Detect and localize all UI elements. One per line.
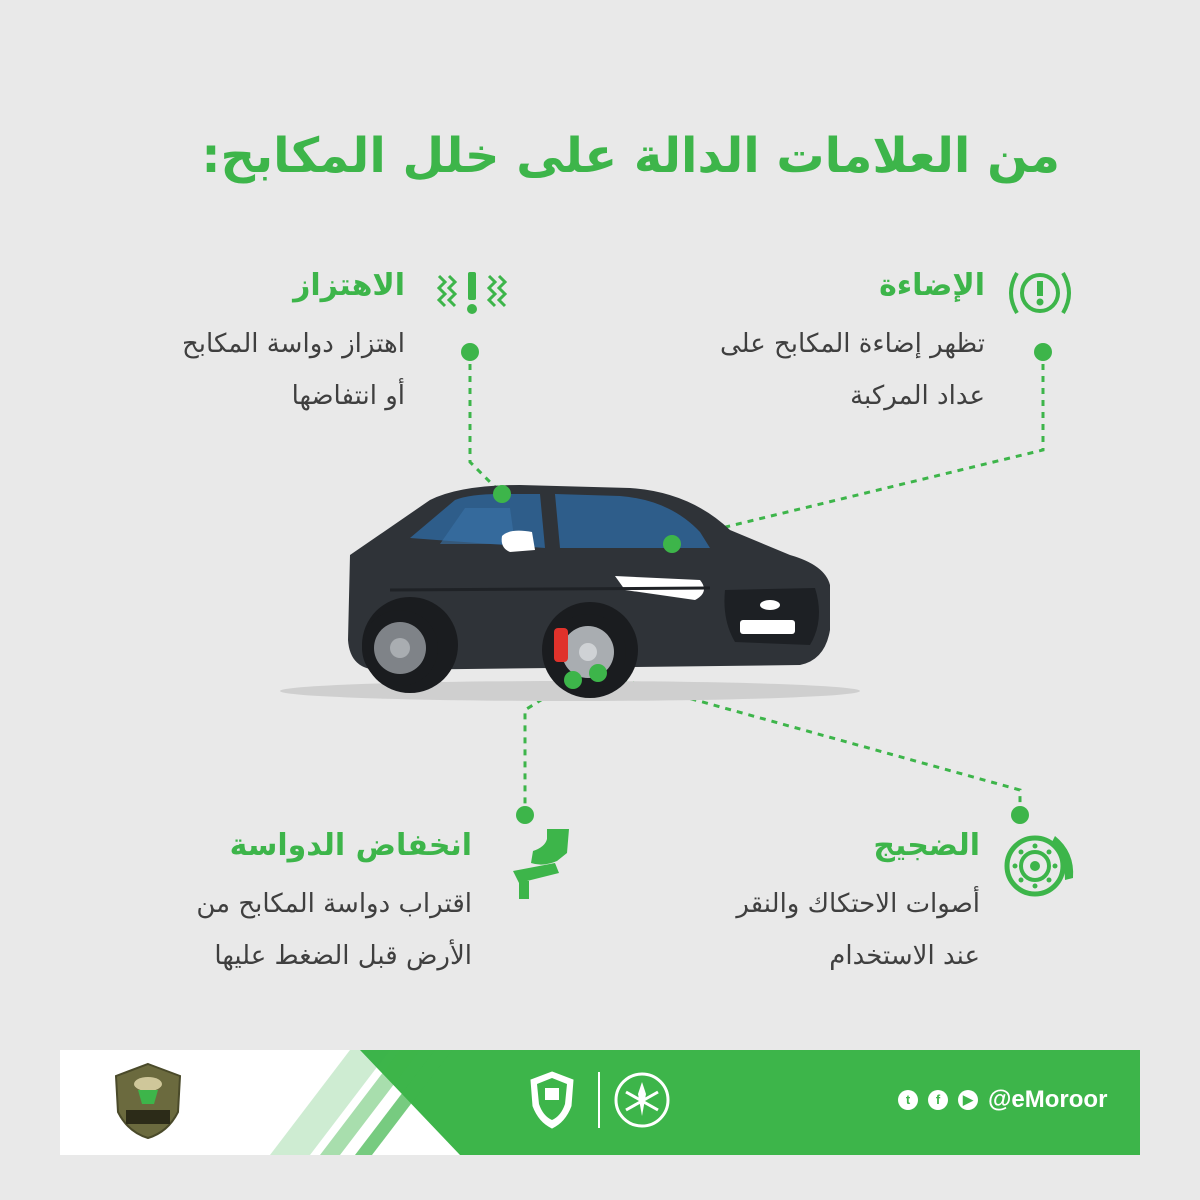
lighting-dot [1034, 343, 1052, 361]
youtube-icon[interactable]: ▶ [958, 1090, 978, 1110]
pedal-title: انخفاض الدواسة [229, 828, 472, 863]
noise-title: الضجيج [873, 828, 980, 863]
page-title: من العلامات الدالة على خلل المكابح: [201, 128, 1060, 184]
noise-desc-line1: أصوات الاحتكاك والنقر [736, 889, 980, 919]
twitter-icon[interactable]: t [898, 1090, 918, 1110]
vibration-desc-line1: اهتزاز دواسة المكابح [182, 329, 405, 359]
vibration-exclamation-icon [433, 268, 511, 320]
vibration-title: الاهتزاز [293, 268, 405, 303]
public-security-logo [527, 1070, 577, 1134]
brake-disc-icon [995, 822, 1081, 908]
social-handle[interactable]: @eMoroor [988, 1086, 1108, 1113]
pedal-desc-line2: الأرض قبل الضغط عليها [214, 941, 472, 971]
logo-divider [598, 1072, 600, 1128]
ministry-emblem-logo [612, 1070, 672, 1134]
pedal-dot [516, 806, 534, 824]
vibration-desc-line2: أو انتفاضها [291, 381, 405, 411]
facebook-icon[interactable]: f [928, 1090, 948, 1110]
noise-desc-line2: عند الاستخدام [829, 941, 980, 971]
lighting-desc-line1: تظهر إضاءة المكابح على [719, 329, 985, 359]
lighting-title: الإضاءة [879, 268, 985, 303]
car-illustration [270, 470, 890, 710]
lighting-desc-line2: عداد المركبة [850, 381, 985, 411]
brake-warning-light-icon [1005, 265, 1075, 321]
vibration-dot [461, 343, 479, 361]
footer-green-band [60, 1050, 1140, 1155]
traffic-dept-logo [108, 1060, 188, 1146]
pedal-desc-line1: اقتراب دواسة المكابح من [196, 889, 472, 919]
